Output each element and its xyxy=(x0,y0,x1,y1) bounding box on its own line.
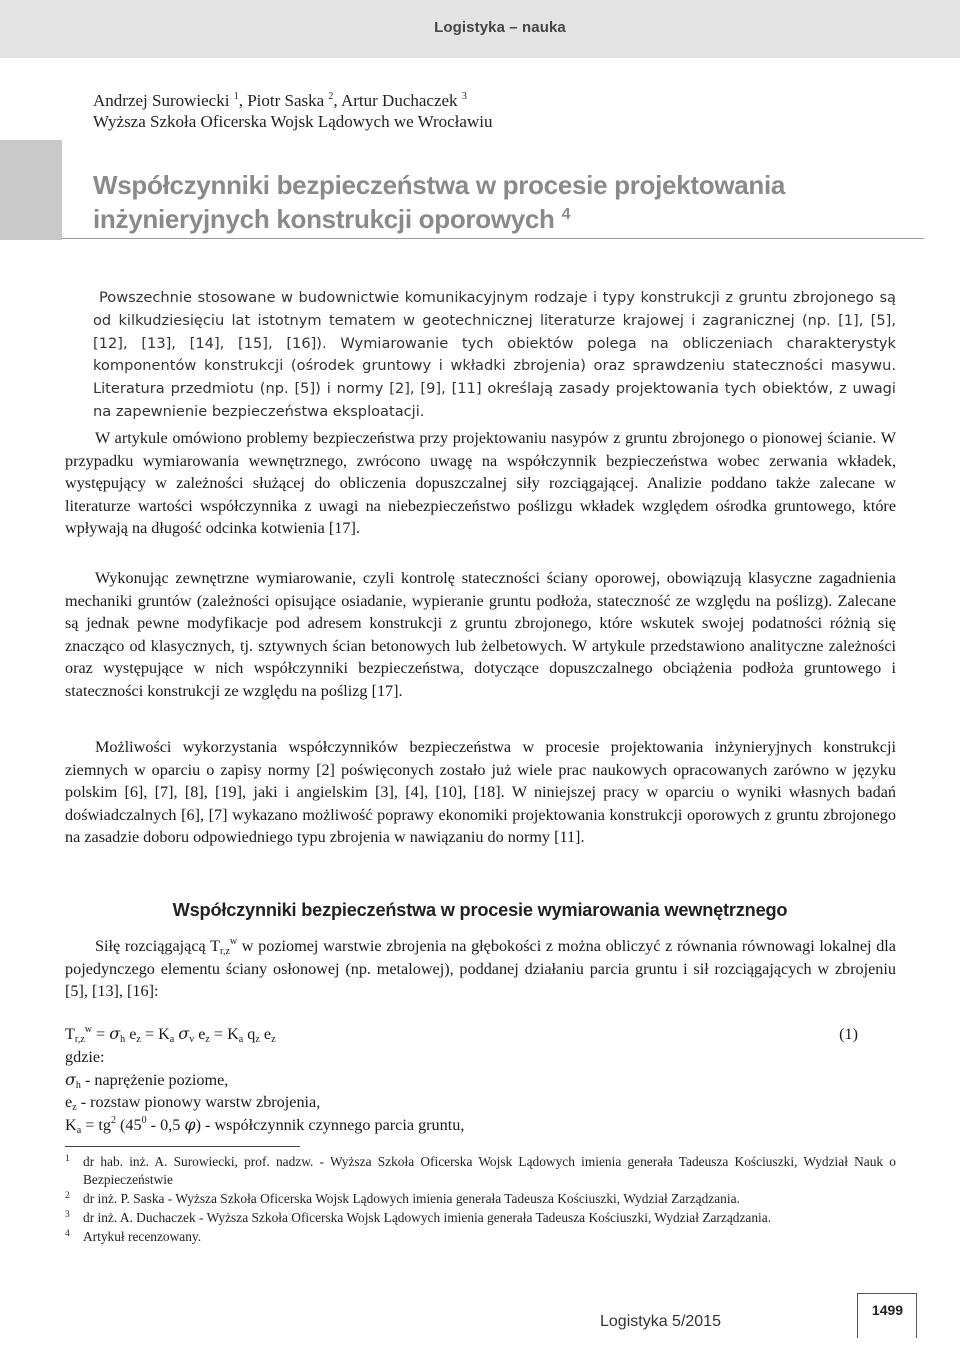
author-1-footnote-ref: 1 xyxy=(233,91,239,102)
equation-number: (1) xyxy=(839,1025,858,1043)
def-tg-sup: 2 xyxy=(110,1114,116,1126)
footnote-1-text: dr hab. inż. A. Surowiecki, prof. nadzw. - Wyższa Szkoła Oficerska Wojsk Lądowych imienia generała Tadeusza Kościuszki, Wydział Nauk o Bezpieczeństwie xyxy=(83,1154,896,1187)
def-sigma: σ xyxy=(65,1069,76,1089)
def-ka-text: ) - współczynnik czynnego parcia gruntu, xyxy=(195,1115,465,1134)
eq-q: q xyxy=(243,1025,256,1043)
author-2-footnote-ref: 2 xyxy=(328,91,334,102)
equation-line xyxy=(65,1023,896,1045)
title-line-2 xyxy=(93,202,923,236)
paragraph-4-text xyxy=(65,935,896,1003)
author-1: Andrzej Surowiecki xyxy=(93,91,230,110)
p4-sub: r,z xyxy=(220,946,230,957)
abstract: Powszechnie stosowane w budownictwie komunikacyjnym rodzaje i typy konstrukcji z gruntu zbrojonego są od kilkudziesięciu lat istotnym tematem w geotechnicznej literaturze krajowej i zagranicznej (np. [1], [5], [12], [13], [14], [15], [16]). Wymiarowanie tych obiektów polega na obliczeniach charakterystyk komponentów konstrukcji (ośrodek gruntowy i wkładki zbrojenia) oraz sprawdzeniu stateczności masywu. Literatura przedmiotu (np. [5]) i normy [2], [9], [11] określają zasady projektowania tych obiektów, z uwagi na zapewnienie bezpieczeństwa eksploatacji. xyxy=(93,289,896,420)
author-3: , Artur Duchaczek xyxy=(333,91,458,110)
article-title xyxy=(93,168,923,236)
def-K: K xyxy=(65,1115,77,1134)
def-K-sub: a xyxy=(76,1124,82,1136)
footnote-1 xyxy=(65,1153,896,1189)
footnote-rule xyxy=(65,1146,300,1147)
eq-z-sub-3: z xyxy=(255,1034,260,1045)
eq-a-sub-1: a xyxy=(169,1034,175,1045)
journal-footer: Logistyka 5/2015 xyxy=(600,1313,721,1330)
eq-equals-1: = xyxy=(92,1025,110,1043)
eq-v-sub: v xyxy=(189,1034,195,1045)
p4-sup: w xyxy=(229,936,238,947)
equation-1 xyxy=(65,1023,896,1045)
footnote-1-number: 1 xyxy=(65,1154,70,1164)
eq-e-3: e xyxy=(259,1025,272,1043)
def-ez xyxy=(65,1091,464,1114)
footnote-3 xyxy=(65,1209,896,1227)
paragraph-2-text: Wykonując zewnętrzne wymiarowanie, czyli kontrolę stateczności ściany oporowej, obowiązują klasyczne zagadnienia mechaniki gruntów (zależności opisujące osiadanie, wypieranie gruntu podłoża, stateczność ze względu na poślizg). Zalecane są jednak pewne modyfikacje pod adresem konstrukcji z gruntu zbrojonego, które wskutek swojej podatności różnią się znacząco od klasycznych, tj. sztywnych ścian betonowych lub żelbetowych. W artykule przedstawiono analityczne zależności oraz występujące w nich współczynniki bezpieczeństwa, dotyczące dopuszczalnego obciążenia podłoża gruntowego i stateczności konstrukcji ze względu na poślizg [17]. xyxy=(65,569,896,700)
footnote-4-number: 4 xyxy=(65,1229,70,1239)
author-line xyxy=(93,90,492,111)
eq-z-sub-4: z xyxy=(271,1034,276,1045)
def-tg: = tg xyxy=(81,1115,111,1134)
footnote-2-text: dr inż. P. Saska - Wyższa Szkoła Oficerska Wojsk Lądowych imienia generała Tadeusza Kościuszki, Wydział Zarządzania. xyxy=(83,1191,740,1206)
def-e: e xyxy=(65,1093,73,1112)
paragraph-4 xyxy=(65,935,896,1003)
eq-z-sub-1: z xyxy=(136,1034,141,1045)
eq-e-2: e xyxy=(194,1025,206,1043)
eq-equals-K-1: = K xyxy=(140,1025,170,1043)
eq-z-sub-2: z xyxy=(205,1034,210,1045)
footnote-2-number: 2 xyxy=(65,1191,70,1201)
def-e-text: - rozstaw pionowy warstw zbrojenia, xyxy=(76,1093,321,1112)
page-number: 1499 xyxy=(871,1302,904,1318)
def-sigma-text: - naprężenie poziome, xyxy=(80,1070,229,1089)
footnote-3-text: dr inż. A. Duchaczek - Wyższa Szkoła Oficerska Wojsk Lądowych imienia generała Tadeusza Kościuszki, Wydział Zarządzania. xyxy=(83,1210,772,1225)
author-3-footnote-ref: 3 xyxy=(461,91,467,102)
paragraph-3 xyxy=(65,736,896,849)
eq-T-sup: w xyxy=(84,1024,92,1035)
footnote-4-text: Artykuł recenzowany. xyxy=(83,1229,202,1244)
side-decor-block xyxy=(0,140,62,240)
title-line-1: Współczynniki bezpieczeństwa w procesie projektowania xyxy=(93,170,786,200)
paragraph-1-text: W artykule omówiono problemy bezpieczeństwa przy projektowaniu nasypów z gruntu zbrojonego o pionowej ścianie. W przypadku wymiarowania wewnętrznego, zwrócono uwagę na współczynnik bezpieczeństwa wobec zerwania wkładek, występujący w zależności służącej do obliczenia dopuszczalnej siły rozciągającej. Analizie poddano także zalecane w literaturze wartości współczynnika z uwagi na niebezpieczeństwo poślizgu wkładek względem ośrodka gruntowego, które wpływają na długość odcinka kotwienia [17]. xyxy=(65,429,896,537)
def-phi: φ xyxy=(184,1114,196,1134)
footnote-2 xyxy=(65,1190,896,1208)
eq-sigma-h: σ xyxy=(109,1024,121,1043)
def-sigma-sub: h xyxy=(75,1079,81,1091)
footnote-3-number: 3 xyxy=(65,1210,70,1220)
def-ka xyxy=(65,1114,464,1137)
eq-e-1: e xyxy=(125,1025,137,1043)
section-heading: Współczynniki bezpieczeństwa w procesie wymiarowania wewnętrznego xyxy=(172,900,788,920)
paragraph-2 xyxy=(65,567,896,702)
paragraph-1 xyxy=(65,427,896,540)
affiliation: Wyższa Szkoła Oficerska Wojsk Lądowych we Wrocławiu xyxy=(93,112,493,131)
eq-equals-K-2: = K xyxy=(209,1025,239,1043)
definitions xyxy=(65,1046,464,1136)
def-sigma-h xyxy=(65,1069,464,1092)
footnotes xyxy=(65,1153,896,1247)
title-divider xyxy=(62,238,924,239)
running-header: Logistyka – nauka xyxy=(434,19,566,36)
eq-h-sub: h xyxy=(120,1034,126,1045)
def-45: (45 xyxy=(115,1115,142,1134)
eq-T-sub: r,z xyxy=(74,1034,85,1045)
paragraph-3-text: Możliwości wykorzystania współczynników bezpieczeństwa w procesie projektowania inżynieryjnych konstrukcji ziemnych w oparciu o zapisy normy [2] poświęconych zostało już wiele prac naukowych opracowanych zarówno w języku polskim [6], [7], [8], [19], jaki i angielskim [3], [4], [10], [18]. W niniejszej pracy w oparciu o wyniki własnych badań doświadczalnych [6], [7] wykazano możliwość poprawy ekonomiki projektowania konstrukcji oporowych z gruntu zbrojonego na zasadzie doboru odpowiedniego typu zbrojenia w nawiązaniu do normy [11]. xyxy=(65,738,896,846)
def-e-sub: z xyxy=(72,1102,77,1114)
author-block xyxy=(93,90,492,132)
footnote-4 xyxy=(65,1228,896,1246)
title-line-2-text: inżynieryjnych konstrukcji oporowych xyxy=(93,204,555,234)
def-gdzie: gdzie: xyxy=(65,1048,105,1066)
eq-T: T xyxy=(65,1025,75,1043)
def-05: - 0,5 xyxy=(146,1115,185,1134)
author-2: , Piotr Saska xyxy=(238,91,325,110)
def-deg: 0 xyxy=(141,1114,147,1126)
eq-a-sub-2: a xyxy=(238,1034,244,1045)
p4-text-b: w poziomej warstwie zbrojenia na głębokości z można obliczyć z równania równowagi lokalnej dla pojedynczego elementu ściany osłonowej (np. metalowej), poddanej działaniu parcia gruntu i sił rozciągających w zbrojeniu [5], [13], [16]: xyxy=(65,937,896,1000)
eq-sigma-v: σ xyxy=(178,1024,190,1043)
p4-text-a: Siłę rozciągającą T xyxy=(95,937,221,955)
title-footnote-ref: 4 xyxy=(561,206,571,223)
